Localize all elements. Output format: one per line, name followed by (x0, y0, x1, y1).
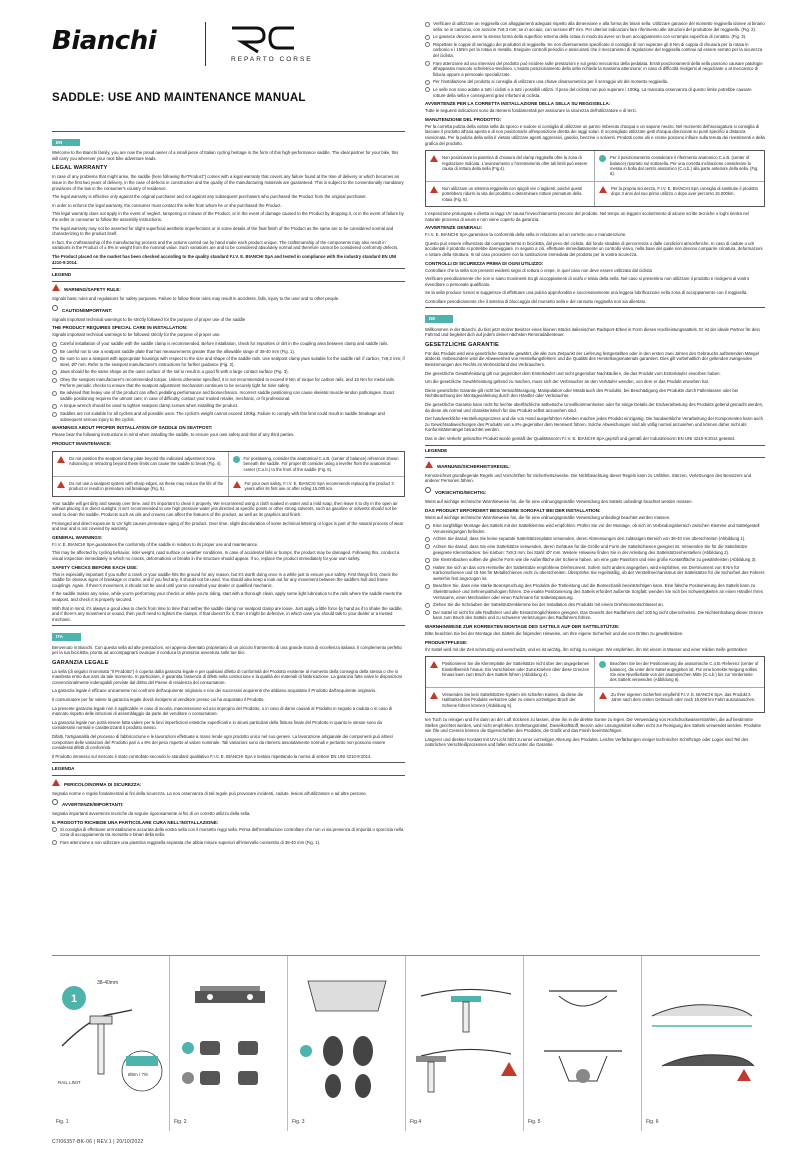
figure-5 (524, 956, 642, 1131)
info-icon (52, 342, 57, 347)
list-item: Saddles are not suitable for all cyclists and all possible uses. The cyclist's weight cannot exceed 100kg. Failure to comply with this limit could result in saddle breakage and subsequent serious injury to the cyclist. (52, 411, 405, 422)
list-item: Eine sorgfältige Montage des Sattels mit der Sattelklemme wird empfohlen. Prüfen Sie vor der Montage, ob sich im Verbindungsbereich zwischen Klemme und Sattelgestell Verunreinigungen befinden. (425, 523, 765, 534)
produktpflege-heading: PRODUKTPFLEGE: (425, 639, 468, 645)
avvertenze-generali-text: Questo può essere influenzato dal comportamento in bicicletta, dal peso del ciclista, dal fondo stradale di percorrenza o dalle condizioni atmosferiche. In caso di cadute o urti accidentali il prodotto si potrebbe danneggiare. In seguito a ciò, effettuare immediatamente un controllo visivo, nella base del quale non devono comparire crinatura, deformazioni o rotture della struttura. In tal caso procedere con la sostituzione immediata del prodotto per la vostra sicurezza. (425, 240, 763, 257)
garantie-text: Die gesetzliche Garantie kann nicht für leichte oberflächliche ästhetische Unvollkommenheiten oder für einige Details der Endverarbeitung des Produkts geltend gemacht werden, da diese als normal und charakteristisch für das Produkt selbst anzusehen sind. (425, 402, 764, 413)
list-item: Be careful not to use a seatpost saddle plate that has measurements greater than the allowable range of 38-40 mm (Fig. 1). (52, 349, 405, 355)
warning-text: Kennzeichnet grundlegende Regeln und Vorschriften für Sicherheitszwecke. Die Nichtbeachtung dieser Regeln kann zu Unfällen, Stürzen, Verletzungen des Benutzers und anderer Personen führen. (425, 472, 752, 484)
garanzia-text: La garanzia legale è efficace unicamente nei confronti dell'acquirente originario e non dei successivi acquirenti che abbiano acquistato il Prodotto dall'acquirente originario. (52, 688, 377, 694)
garanzia-text: La sella (di seguito rinominata "Il Prodotto") è coperta dalla garanzia legale e per qualsiasi difetto di conformità del Prodotto esistente al momento della consegna della stessa o che si manifesta entro due anni da tale momento. In particolare, è garantita l'assenza di difetti nella costruzione e la qualità dei materiali di fabbricazione. La garanzia fatte salve le disposizioni convenzionalmente inderogabili previste dal diritto del Paese di residenza del consumatore. (52, 668, 403, 685)
figure-4 (406, 956, 524, 1131)
warning-text: Signals basic rules and regulations for safety purposes. Failure to follow these rules may result in accidents, falls, injury to the user and to other people. (52, 296, 340, 302)
info-icon (425, 524, 430, 529)
garantie-heading: GESETZLICHE GARANTIE (425, 341, 499, 348)
warning-triangle-icon (425, 461, 433, 468)
list-item: Fare attenzione a non utilizzare una piastrina reggisella separata che abbia misure superiori all'intervallo consentito di 38-40 mm (Fig. 1). (52, 840, 405, 846)
install-heading-it: IL PRODOTTO RICHIEDE UNA PARTICOLARE CURA NELL'INSTALLAZIONE: (52, 819, 219, 825)
document-code: C7I06357-BK-06 | REV.1 | 20/10/2022 (52, 1139, 144, 1145)
info-icon (425, 35, 430, 40)
box-cell: Non utilizzare un sistema reggisella con spigoli vivi o taglienti, poiché questi potrebbero ridurre la vita del prodotto o determinare rotture premature della rotaia (Fig. 5). (426, 182, 595, 206)
box-cell: Do not position the seatpost clamp plate beyond the indicated adjustment zone. Advancing or retracting beyond these limits can cause the saddle to break (Fig. 4). (53, 452, 229, 477)
garantie-text: Die gesetzliche Gewährleistung gilt nur gegenüber dem Ersterkäufer und nicht gegenüber Nachkäufern, die das Produkt vom Ersterkäufer erworben haben. (425, 370, 721, 376)
garanzia-text: Il consumatore per far valere la garanzia legale dovrà rivolgersi al venditore presso cui ha acquistato il Prodotto. (52, 697, 265, 703)
garantie-text: Das in den Verkehr gebrachte Produkt wurde gemäß der Qualitätsnorm F.I.V. E. BIANCHI SpA geprüft und gemäß der Industrienorm EN UNI 4210-9:2014 getestet. (425, 435, 736, 441)
warning-triangle-icon (430, 661, 438, 668)
garanzia-text: La presente garanzia legale non è applicabile in caso di incuria, manomissione ed uso improprio del Prodotto, o in caso di danni causati al Prodotto in seguito a caduta o in caso di mancato rispetto delle istruzioni di assemblaggio da parte del venditore o consumatore. (52, 705, 393, 717)
info-icon (52, 412, 57, 417)
legal-paragraph: The Product placed on the market has been checked according to the quality standard F.I.V. E. BIANCHI SpA and tested in compliance with the industry standard EN UNI 4210-9:2014. (52, 253, 397, 265)
general-warnings-heading: GENERAL WARNINGS: (52, 534, 103, 540)
legende-caution-row (425, 487, 765, 497)
garantie-text: Um die gesetzliche Gewährleistung geltend zu machen, muss sich der Verbraucher an den Verkäufer wenden, von dem er das Produkt erworben hat. (425, 379, 709, 385)
list-item: Fare attenzione ad uso intensivo del prodotto può incidere sulle prestazioni e sul gesto meccanico della pedalata. Errati posizionamenti della sella possono causare patologie all'apparato muscolo scheletrico-tendineo. L'esatto posizionamento della sella richiede la massima attenzione; in caso di difficoltà rivolgersi al negoziante o al meccanico di fiducia oppure a personale specializzato. (425, 61, 765, 78)
legal-paragraph: In order to enforce the legal warranty, the consumer must contact the seller from whom he or she purchased the Product. (52, 202, 282, 208)
garanzia-text: Difatti, l'artigianalità del processo di fabbricazione e le lavorazioni effettuate a mano rende ogni prodotto unico nel suo genere. La lavorazione artigianale dei componenti può altresì comportare delle variazioni del Prodotto pari a ± 8% del peso rispetto al valore nominale. Tali variazioni sono da ritenersi assolutamente normali e pertanto non possono essere considerati difetti di conformità. (52, 734, 393, 751)
info-icon (52, 357, 57, 362)
info-dot-icon (233, 456, 240, 463)
safety-checks-text: If the saddle makes any noise, while you're performing your checks or while you're riding, start with a thorough clean, apply some light lubrication to the rails where the saddle meets the seatpost, and check it is properly secured. (52, 591, 403, 602)
maintenance-box (52, 451, 405, 497)
produktpflege-text: Längerer und direkter Kontakt mit UV-Licht führt zu einer vorzeitigen Alterung des Produkts. Leichte Verfärbungen einiger technischer Schriftzüge oder Logos sind Teil des natürlichen Verschleißprozesses und fallen nicht unter die Garantie. (425, 736, 749, 748)
svg-text:1: 1 (71, 993, 78, 1005)
divider (52, 762, 405, 763)
figure-label: Fig. 1 (56, 1119, 69, 1125)
figure-6-drawing (642, 956, 760, 1106)
caution-icon (52, 305, 58, 311)
right-column (425, 20, 765, 751)
info-icon (425, 537, 430, 542)
caution-text: Weist auf wichtige technische Warnhinweise hin, die für eine ordnungsgemäße Verwendung des Sattels unbedingt beachtet werden müssen. (425, 498, 693, 504)
general-warnings-text: F.I.V. E. BIANCHI SpA guarantees the conformity of the saddle in relation to its proper use and maintenance. (52, 541, 259, 547)
divider (425, 307, 765, 308)
list-item: Die Klemmbacken sollten die gleiche Form wie die Außenfläche der Schiene haben, um eine gute Passform und eine große Kontaktfläche zu gewährleisten (Abbildung 3). (425, 557, 765, 563)
avvertenze-generali-text: F.I.V. E. BIANCHI SpA garantisce la conformità della sella in relazione ad un corretto uso e manutenzione. (425, 232, 627, 238)
ok-mark-icon (182, 1042, 194, 1054)
manutenzione-text: L'esposizione prolungata e diretta ai raggi UV causa l'invecchiamento precoce del prodotto. Nel tempo un leggero scolorimento di alcune scritte tecniche o loghi rientra nel naturale processo di usura e non viene coperto da garanzia. (425, 210, 749, 222)
box-cell: Non posizionare la piastrina di chiusura del clamp reggisella oltre la zona di regolazione indicata. L'avanzamento o l'arretramento oltre tali limiti può essere causa di rottura della sella (Fig.4). (426, 151, 595, 182)
legal-paragraph: The legal warranty may not be asserted for slight superficial aesthetic imperfections or in some details of the final finish of the Product as the same are to be considered normal and characterizing to the product itself. (52, 225, 394, 237)
controlli-text: Controllare che la sella non presenti evidenti segni di rottura o crepe, in quel caso non deve essere utilizzata dal ciclista (425, 267, 652, 273)
list-item: Obey the seatpost manufacturer's recommended torque. Unless otherwise specified, it is not recommended to exceed 8 Nm of torque for carbon rails, and 15 Nm for metal rails. Perform periodic checks to ensure that the seatpost adjustment mechanism continues to be securely tight for rider safety. (52, 377, 405, 388)
no-mark-icon (576, 1069, 590, 1083)
info-icon (52, 370, 57, 375)
safety-checks-text: With that in mind, it's always a good idea to check from time to time that neither the saddle clamp nor seatpost clamp are loose. Just apply a little force by hand as if to shake the saddle, and if there's any movement or sound, then you'll need to tighten the clamps. If that doesn't fix it, then it might be defective, in which case you should talk to your dealer or a trusted mechanic. (52, 605, 403, 622)
caution-label: AVVERTENZE/IMPORTANTI: (62, 802, 124, 808)
warning-text: Segnala norme e regole fondamentali ai fini della sicurezza. La non osservanza di tali regole può provocare incidenti, cadute, lesioni all'utilizzatore e ad altre persone. (52, 790, 367, 796)
list-item: A torque wrench should be used to tighten seatpost clamp screws when installing the product. (52, 403, 405, 409)
legende-heading: LEGENDE (425, 448, 448, 454)
warning-triangle-icon (233, 481, 241, 488)
box-cell: For your own safety, F.I.V. E. BIANCHI SpA recommends replacing the product 3 years after its first use or after riding 15.000 km. (229, 477, 405, 496)
list-item: Jaws should be the same shape as the outer surface of the rail to result in a good fit with a large contact surface (Fig. 3). (52, 369, 405, 375)
caution-text: Signals important technical warnings to be strictly followed for the purpose of proper use of the saddle (52, 316, 246, 322)
divider (52, 268, 405, 269)
box-cell: For positioning, consider the anatomical C.o.B. (center of balance) reference shown beneath the saddle. For proper tilt consider using a leveller from the anatomical center (C.o.b.) to the front of the saddle (Fig. 6). (229, 452, 405, 477)
sorgfalt-heading: DAS PRODUKT ERFORDERT BESONDERE SORGFALT BEI DER INSTALLATION: (425, 507, 601, 513)
list-item: Per l'installazione del prodotto si consiglia di utilizzare una chiave dinamometrica per il serraggio viti del morsetto reggisella. (425, 79, 765, 85)
legal-paragraph: In case of any problems that might arise, the saddle (here following the"Product") comes with a legal warranty that covers any failure found at the time of delivery or which becomes an issue in the first two years of delivery, in the case of defects in construction and the quality of the manufacturing materials are guaranteed. This is subject to the conventionally mandatory provisions of the law in the consumer's country of residence. (52, 174, 404, 191)
list-item: Halten Sie sich an das vom Hersteller der Sattelstütze empfohlene Drehmoment. Sofern nicht anders angegeben, wird empfohlen, ein Drehmoment von 8 Nm für Karbonschienen und 15 Nm für Metallschienen nicht zu überschreiten. Überprüfen Sie regelmäßig, ob der Verstellmechanismus der Sattelstütze für die Sicherheit des Fahrers weiterhin fest angezogen ist. (425, 565, 765, 582)
info-icon (425, 610, 430, 615)
info-icon (425, 565, 430, 570)
special-care-heading: THE PRODUCT REQUIRES SPECIAL CARE IN INSTALLATION: (52, 325, 188, 331)
info-icon (425, 87, 430, 92)
ok-mark-icon (300, 1045, 312, 1057)
legenda-caution-row (52, 799, 405, 809)
list-item: Ziehen Sie die Schrauben der Sattelstützenklemme bei der Installation des Produkts mit einem Drehmomentschlüssel an. (425, 602, 765, 608)
montage-text: Bitte beachten Sie bei der Montage des Sattels die folgenden Hinweise, um Ihre eigene Sicherheit und die von Dritten zu gewährleisten. (425, 631, 684, 637)
figure-4-drawing (406, 956, 524, 1106)
caution-label: CAUTION/IMPORTANT: (62, 307, 113, 313)
warning-label: WARNING/SAFETY RULE: (64, 287, 121, 293)
fig1-rail-limit: RAIL LIMIT (58, 1080, 81, 1085)
info-icon (425, 544, 430, 549)
garanzia-heading: GARANZIA LEGALE (52, 659, 109, 666)
legal-warranty-heading: LEGAL WARRANTY (52, 165, 108, 172)
caution-label: VORSICHTIG/WICHTIG: (435, 489, 487, 495)
warning-triangle-icon (57, 456, 65, 463)
controlli-text: Se la sella produce rumori si suggerisce di effettuare una pulizia approfondita e successivamente una leggera lubrificazione nella zona di accoppiamento con il reggisella. (425, 290, 748, 296)
legal-paragraph: The legal warranty is effective only against the original purchaser and not against any subsequent purchasers who purchased the Product from the original purchaser. (52, 194, 367, 200)
list-item: Le ganasce devono avere la stessa forma della superficie esterna della rotaia in modo da avere un buon accoppiamento con un'ampia superficie di contatto. (Fig. 3). (425, 34, 765, 40)
list-item: Rispettare le coppie di serraggio dei produttori di reggisella. Se non diversamente specificato si consiglia di non superare gli 8 Nm di coppia di chiusura per la rotaia in carbonio e i 15Nm per la rotaia in metallo. Eseguire controlli periodici e assicurarsi che il meccanismo di regolazione del reggisella continui ad essere serrato per la sicurezza del ciclista. (425, 42, 765, 59)
info-icon (52, 840, 57, 845)
info-dot-icon (599, 155, 606, 162)
garantie-text: Der handwerkliche Herstellungsprozess und die von Hand ausgeführten Arbeiten machen jedes Produkt einzigartig. Die handwerkliche Verarbeitung der Komponenten kann auch zu Gewichtsabweichungen des Produkts von ± 8% gegenüber dem Nennwert führen. Solche Abweichungen sind als völlig normal anzusehen und können daher nicht als Konformitätsmängel betrachtet werden. (425, 416, 763, 433)
intro-text-de: Willkommen in der Bianchi, du bist jetzt stolzer Besitzer eines kleinen Stücks italienischen Radsport-Erbes in Form dieses Hochleistungssattels. Er ist der ideale Partner für dein Fahrrad und begleitet dich auf jedem deiner nächsten Rennradabenteuer. (425, 326, 760, 338)
general-warnings-text: This may be affected by cycling behavior, rider weight, road surface or weather conditions. In case of accidental falls or bumps, the product may be damaged. Following this, conduct a visual inspection immediately in which no cracks, deformations or breaks in the structure should appear. If so, replace the product immediately for your own safety. (52, 550, 400, 561)
legenda-warning-row (52, 779, 405, 789)
info-icon (425, 584, 430, 589)
lang-badge-de: DE (425, 315, 453, 323)
caution-icon (425, 487, 431, 493)
lang-badge-it: ITA (52, 633, 81, 641)
lang-badge-en: EN (52, 139, 80, 147)
safety-checks-text: This is especially important if you suffer a crash or your saddle hits the ground for any reason, but it's worth doing once in a while just to ensure your safety. First things first, check the saddle for obvious signs of breakage or cracks, and if you find any, it should not be used. You should also keep a look out for any movement between the saddle's hull and frame couplings. Again, if there's movement, it should not be used until you've consulted your dealer or qualified mechanic. (52, 571, 398, 588)
legende-warning-row (425, 461, 765, 471)
reparto-corse-text: REPARTO CORSE (231, 56, 313, 63)
produktpflege-text: Ihr Sattel wird mit der Zeit schmutzig und verschwitzt, und es ist wichtig, ihn richtig zu reinigen. Wir empfehlen, ihn mit einem in Wasser und einer milden Seife getränkten (425, 646, 748, 652)
proper-installation-heading: WARNINGS ABOUT PROPER INSTALLATION OF SADDLE ON SEATPOST: (52, 425, 213, 431)
warning-triangle-icon (52, 284, 60, 291)
legend-caution-row (52, 305, 405, 315)
figure-5-drawing (524, 956, 642, 1106)
left-column (52, 128, 405, 848)
special-care-text: Signals important technical warnings to be followed strictly for the purpose of proper use. (52, 332, 221, 338)
list-item: Verificare di utilizzare un reggisella con alloggiamenti adeguati rispetto alla dimensione e alla forma dei binari sella. Utilizzare ganasce del morsetto reggisella idonee al binario sella: se in carbonio, con sezione 7x9,3 mm; se in acciaio, con sezione Ø7 mm. Per ulteriori indicazioni fare riferimento alle istruzioni del produttore del reggisella. (Fig. 2). (425, 21, 765, 32)
legend-heading: LEGEND (52, 271, 72, 277)
intro-text-it: Benvenuto in Bianchi. Con questa sella ad alte prestazioni, sei appena diventato proprietario di un piccolo frammento di una grande storia di eccellenza italiana. Il complemento perfetto per la tua bicicletta, pronta ad accompagnarti ovunque ti conduca la prossima avventura sulle tue bici. (52, 644, 402, 656)
controlli-text: Controllare periodicamente che il sistema di bloccaggio del morsetto sella e del cannotto reggisella non sia allentato. (425, 298, 647, 304)
page-title: SADDLE: USE AND MAINTENANCE MANUAL (52, 92, 306, 104)
divider (52, 131, 405, 132)
list-item: Careful installation of your saddle with the saddle clamp is recommended. Before installation, check for impurities or dirt in the coupling area between clamp and saddle rails. (52, 341, 405, 347)
legal-paragraph: In fact, the craftsmanship of the manufacturing process and the actions carried out by hand make each product unique. The craftsmanship of the components may also result in variations in the Product of ± 8% in weight from the nominal value. Such variations are and to be considered absolutely normal and therefore cannot be considered conformity defects. (52, 239, 399, 251)
figure-3 (288, 956, 406, 1131)
garantie-text: Für das Produkt wird eine gesetzliche Garantie gewährt, die alle zum Zeitpunkt der Lieferung festgestellten oder in den ersten zwei Jahren des Gebrauchs auftretenden Mängel abdeckt. Insbesondere wird die Abwesenheit von Herstellungsfehlern und die Qualität des Herstellungsmaterials garantiert. Dies gilt vorbehaltlich der geltenden zwingenden Bestimmungen des Rechts im Wohnsitzland des Verbrauchers. (425, 350, 759, 368)
warning-label: PERICOLO/NORMA DI SICUREZZA: (64, 781, 142, 787)
maintenance-heading: PRODUCT MAINTENANCE: (52, 440, 112, 446)
controlli-heading: CONTROLLI DI SICUREZZA PRIMA DI OGNI UTILIZZO: (425, 260, 544, 266)
info-icon (425, 42, 430, 47)
warning-triangle-icon (430, 155, 438, 162)
warning-label: WARNUNG/SICHERHEITSREGEL: (437, 463, 511, 469)
box-cell: Per la propria sicurezza, F.I.V. E. BIANCHI SpA consiglia di sostituire il prodotto dopo 3 anni dal suo primo utilizzo o dopo aver percorso 15.000km. (595, 182, 764, 206)
info-icon (52, 378, 57, 383)
list-item: Achten Sie darauf, dass Sie keine separate Sattelstützenplatte verwenden, deren Abmessungen den zulässigen Bereich von 38-40 mm überschreiten (Abbildung 1). (425, 536, 765, 542)
info-icon (425, 558, 430, 563)
caution-text: Segnala importanti avvertenze tecniche da seguire rigorosamente ai fini di un corretto utilizzo della sella. (52, 811, 251, 817)
list-item: Der Sattel ist nicht für alle Radfahrer und alle Einsatzmöglichkeiten geeignet. Das Gewicht des Radfahrers darf 100 kg nicht überschreiten. Die Nichteinhaltung dieser Grenze kann zum Bruch des Sattels und zu schweren Verletzungen des Radfahrers führen. (425, 610, 765, 621)
figure-1 (52, 956, 170, 1131)
warning-triangle-icon (52, 779, 60, 786)
logo-divider (205, 22, 206, 66)
maintenance-box-it (425, 150, 765, 207)
garanzia-text: Il Prodotto immesso sul mercato è stato controllato secondo lo standard qualitativo F.I.V. E. BIANCHI SpA e testato rispettando la norma di settore EN UNI 4210-9:2014. (52, 753, 372, 759)
info-icon (52, 404, 57, 409)
maintenance-text: Prolonged and direct exposure to UV light causes premature aging of the product. Over time, slight discoloration of some technical lettering or logos is part of the natural process of wear and tear and is not covered by warranty. (52, 520, 404, 532)
avvertenze-generali-heading: AVVERTENZE GENERALI: (425, 225, 483, 231)
safety-checks-heading: SAFETY CHECKS BEFORE EACH USE: (52, 564, 138, 570)
garantie-text: Diese gesetzliche Garantie gilt nicht bei Vernachlässigung, Manipulation oder Missbrauch des Produkts, bei Beschädigung des Produkts durch Fallenlassen oder bei Nichtbeachtung der Montageanleitung durch den Händler oder Verbraucher. (425, 387, 739, 399)
box-cell: Per il posizionamento considerare il riferimento anatomico C.o.B. (center of balance) riportato sul sottosella. Per una corretta inclinazione considerare la messa in bolla dal centro anatomico (C.o.b.) alla parte anteriore della sella. (Fig. 6). (595, 151, 764, 182)
info-icon (425, 22, 430, 27)
list-item: Le selle non sono adatte a tutti i ciclisti e a tutti i possibili utilizzi. Il peso del ciclista non può superare i 100kg. La mancata osservanza di questo limite potrebbe causare rotture della sella e conseguenti gravi infortuni al ciclista. (425, 87, 765, 98)
box-cell: Do not use a seatpost system with sharp edges, as these may reduce the life of the product or result in premature rail breakage (Fig. 5). (53, 477, 229, 496)
warning-triangle-icon (430, 186, 438, 193)
figure-label: Fig. 2 (174, 1119, 187, 1125)
figure-label: Fig. 5 (528, 1119, 541, 1125)
warning-triangle-icon (599, 186, 607, 193)
caution-icon (52, 799, 58, 805)
info-icon (52, 391, 57, 396)
info-icon (52, 827, 57, 832)
box-cell: Positionieren Sie die Klemmplatte der Sattelstütze nicht über den angegebenen Einstellbereich hinaus. Ein Vorschieben oder Zurückziehen über diese Grenzen hinaus kann zum Bruch des Sattels führen (Abbildung 4). (426, 657, 595, 688)
figure-2 (170, 956, 288, 1131)
divider (425, 457, 765, 458)
produktpflege-text: ten Tuch zu reinigen und ihn dann an der Luft trocknen zu lassen, ohne ihn in die direkte Sonne zu legen. Die Verwendung von Hochdruckwasserstrahlen, die auf bestimmte Stellen gerichtet werden, wird nicht empfohlen. Entfettungsmittel, Dieselkraftstoff, Benzin oder Lösungsmittel sollten nicht zur Reinigung des Sattels verwendet werden. Produkte wie Öle und Cremes können die Eigenschaften des Produkts, die Grafik und das Finish beeinträchtigen. (425, 717, 761, 734)
fig1-zoom: Ø8m / 7/8 (128, 1072, 148, 1077)
legenda-heading: LEGENDA (52, 766, 75, 771)
warning-triangle-icon (599, 692, 607, 699)
list-item: Beachten Sie, dass eine starke Beanspruchung des Produkts die Tretleistung und die Biomechanik beeinträchtigen kann. Eine falsche Positionierung des Sattels kann zu Skelettmuskel- und Sehnenpathologien führen. Die exakte Positionierung des Sattels erfordert äußerste Sorgfalt; wenden Sie sich bei Schwierigkeiten an einen Händler Ihres Vertrauens, einen Mechaniker oder einen Fachmann für Sattelanpassung. (425, 583, 765, 600)
list-item: Achten Sie darauf, dass Sie eine Sattelstütze verwenden, deren Gehäuse für die Größe und Form der Sattelschienen geeignet ist. Verwenden Sie für die Sattelstütze geeignete Klemmbacken: bei Karbon: 7x9,3 mm; bei Stahl: Ø7 mm. Weitere Hinweise finden Sie in der Anleitung des Sattelstützenherstellers (Abbildung 2). (425, 544, 765, 555)
legal-paragraph: This legal warranty does not apply in the event of neglect, tampering or misuse of the Product, or in the event of damage caused to the Product by dropping it, or in the event of failure by the seller or consumer to follow the assembly instructions. (52, 211, 404, 222)
info-icon (425, 80, 430, 85)
montage-heading: WARNHINWEISE ZUR KORREKTEN MONTAGE DES SATTELS AUF DER SATTELSTÜTZE: (425, 624, 620, 630)
sorgfalt-text: Weist auf wichtige technische Warnhinweise hin, die für eine ordnungsgemäße Verwendung unbedingt beachtet werden müssen. (425, 514, 671, 520)
avvertenze-text: Tutte le seguenti indicazioni sono da ritenersi fondamentali per assicurare la sicurezza dell'utilizzatore e di terzi. (425, 108, 637, 114)
box-cell: Beachten Sie bei der Positionierung die anatomische C.o.B.-Referenz (center of balance), die unter dem Sattel angegeben ist. Für eine korrekte Neigung sollten Sie eine Nivellierlatte von der anatomischen Mitte (C.o.b.) bis zur Vorderseite des Sattels verwenden (Abbildung 6). (595, 657, 764, 688)
manutenzione-text: Per la corretta pulizia della vostra sella da sporco e sudore si consiglia di utilizzare un panno imbevuto d'acqua e un sapone neutro. Nel momento dell'asciugatura si consiglia di lasciare il prodotto all'aria aperta e di non posizionarlo all'esposizione diretta dei raggi solari. È sconsigliato utilizzare getti d'acqua direzionati su punti specifici a distanza ravvicinata. Per la pulizia della sella è vietato utilizzare agenti aggressivi, gasolio, benzine o solventi. Prodotti come olii e creme possono influire sulla tenuta dei rivestimenti e della grafica del prodotto. (425, 123, 765, 146)
garanzia-text: La garanzia legale non potrà essere fatta valere per le lievi imperfezioni estetiche superficiali e in alcuni particolari della finitura finale del Prodotto in quanto le stesse sono da considerarsi normali e caratterizzanti il prodotto stesso. (52, 719, 382, 731)
figure-6 (642, 956, 760, 1131)
intro-text: Welcome to the Bianchi family, you are now the proud owner of a small piece of Italian cycling heritage in the form of this high-performance saddle. The ideal partner for your bike, this will carry you wherever your next bike adventure leads. (52, 150, 399, 161)
info-icon (425, 61, 430, 66)
divider (52, 775, 405, 776)
legend-warning-row (52, 284, 405, 294)
list-item: Be advised that heavy use of the product can affect pedalling performance and biomechanics. Incorrect saddle positioning can cause skeletal muscle-tendon pathologies. Exact saddle positioning requires the utmost care; in case of difficulty, contact your trusted retailer, mechanic, or fit professional. (52, 390, 405, 401)
figure-2-drawing (170, 956, 288, 1106)
divider (52, 625, 405, 626)
list-item: Si consiglia di effettuare un'installazione accurata della vostra sella con il morsetto reggi sella. Prima dell'installazione controllare che non vi sia presenza di impurità o sporcizia nella zona di accoppiamento tra morsetto e binari della sella. (52, 827, 405, 838)
info-dot-icon (599, 661, 606, 668)
divider (425, 445, 765, 446)
bianchi-logo: Bianchi (52, 26, 157, 56)
box-cell: Zu Ihrer eigenen Sicherheit empfiehlt F.I.V. E. BIANCHI SpA, das Produkt 3 Jahre nach dem ersten Gebrauch oder nach 15.000 km Fahrt auszutauschen. (595, 688, 764, 712)
proper-installation-text: Please bear the following instructions in mind when installing the saddle, to ensure your own safety and that of any third parties. (52, 432, 295, 438)
maintenance-box-de (425, 656, 765, 713)
list-item: Be sure to use a seatpost with appropriate housings with respect to the size and shape of the saddle rails. Use seatpost clamp jaws suitable for the saddle rail: if carbon, 7x9,3 mm; if steel, Ø7 mm. Refer to the seatpost manufacturer's instructions for further guidance (Fig. 2). (52, 356, 405, 367)
info-icon (425, 603, 430, 608)
maintenance-text: Your saddle will get dirty and sweaty over time, and it's important to clean it properly. We recommend using a cloth soaked in water and a mild soap, then leave it to dry in the open air without placing it in direct sunlight. It isn't recommended to use high pressure water jets directed at specific points or other strong solvents, such as gasoline or solvents should not be used to clean the saddle. Products such as oils and creams can affect the features of the product, as well as its graphics and finish. (52, 500, 398, 517)
info-icon (52, 349, 57, 354)
warning-triangle-icon (57, 481, 65, 488)
avvertenze-heading: AVVERTENZE PER LA CORRETTA INSTALLAZIONE DELLA SELLA SU REGGISELLA: (425, 101, 611, 107)
figure-1-drawing (52, 956, 170, 1106)
no-mark-icon (182, 1072, 194, 1084)
figure-strip (52, 955, 760, 1130)
box-cell: Verwenden Sie kein Sattelstützen-System mit scharfen Kanten, da diese die Haltbarkeit des Produkts verkürzen oder zu einem vorzeitigen Bruch der Schiene führen können (Abbildung 5). (426, 688, 595, 712)
figure-3-drawing (288, 956, 406, 1106)
figure-label: Fig.4 (410, 1119, 422, 1125)
reparto-corse-logo (228, 22, 298, 54)
figure-label: Fig. 6 (646, 1119, 659, 1125)
divider (52, 281, 405, 282)
figure-label: Fig. 3 (292, 1119, 305, 1125)
controlli-text: Verificare periodicamente che non vi siano movimenti tra gli accoppiamenti di scafo e telaio della sella. Nel caso si presentino non utilizzare il prodotto e rivolgersi al vostro rivenditore o personale qualificato. (425, 276, 750, 287)
warning-triangle-icon (430, 692, 438, 699)
fig1-range: 38-40mm (97, 980, 119, 986)
manutenzione-heading: MANUTENZIONE DEL PRODOTTO: (425, 116, 502, 122)
